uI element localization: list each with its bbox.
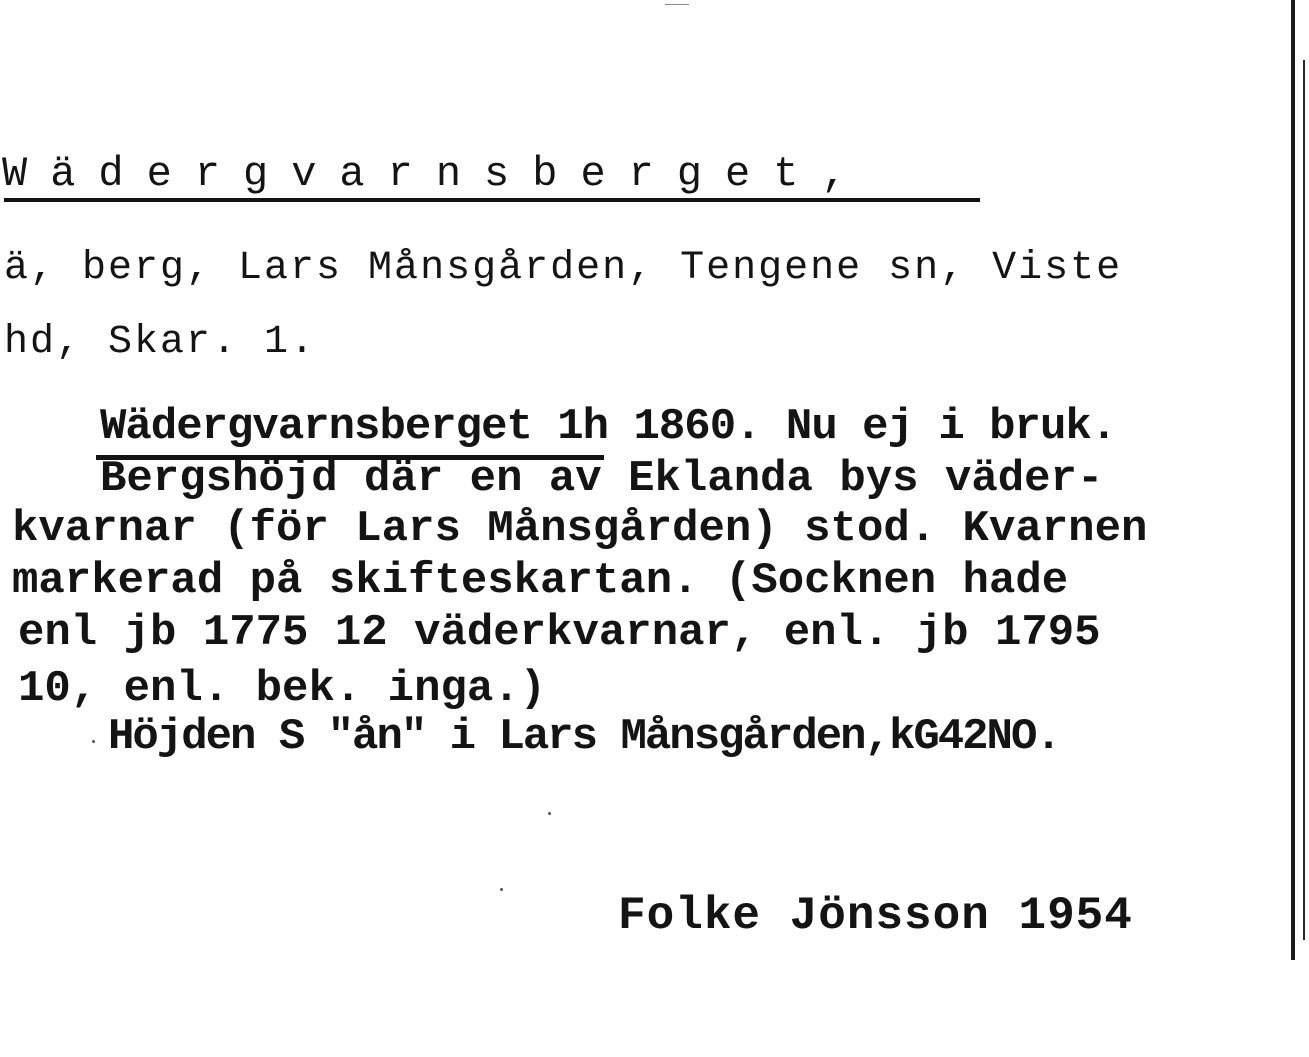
entry-line-3-rest: 1h 1860. Nu ej i bruk. [531,402,1117,452]
entry-line-5: kvarnar (för Lars Månsgården) stod. Kvarnen [12,504,1148,554]
scan-speck [500,888,503,891]
heading-underline [4,198,980,202]
place-name: Wädergvarnsberget [100,402,532,452]
card-edge [1291,0,1295,960]
entry-line-6: markerad på skifteskartan. (Socknen hade [12,556,1069,606]
card-edge-thin [1303,60,1305,940]
signature: Folke Jönsson 1954 [618,890,1133,942]
scan-mark [665,4,689,5]
entry-line-4: Bergshöjd där en av Eklanda bys väder- [100,454,1104,504]
entry-line-9: Höjden S "ån" i Lars Månsgården,kG42NO. [108,712,1060,762]
entry-line-8: 10, enl. bek. inga.) [18,664,547,714]
scan-speck [92,740,95,743]
entry-line-3 [100,402,1116,452]
card-heading: Wädergvarnsberget, [2,150,870,198]
scan-speck [548,812,551,815]
entry-line-1: ä, berg, Lars Månsgården, Tengene sn, Viste [4,246,1123,291]
entry-line-2: hd, Skar. 1. [4,320,317,365]
entry-line-7: enl jb 1775 12 väderkvarnar, enl. jb 1795 [18,608,1101,658]
